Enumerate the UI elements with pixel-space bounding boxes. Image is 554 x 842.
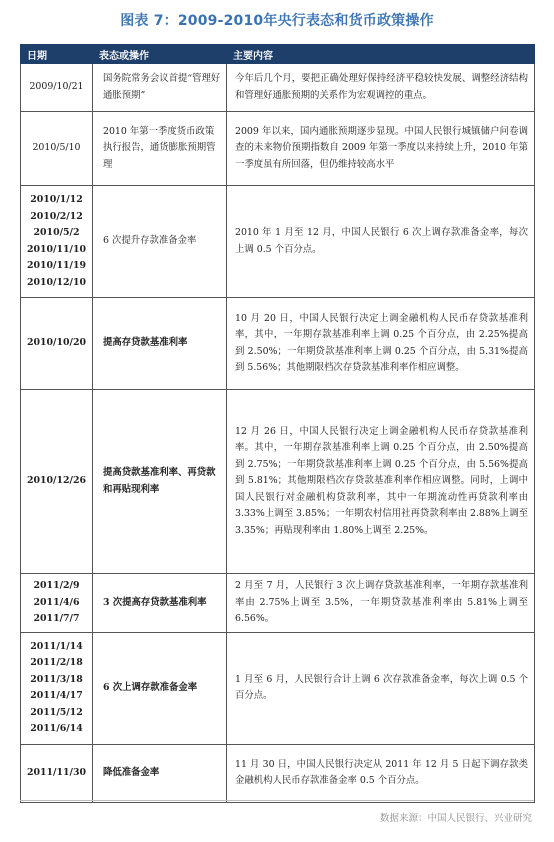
table-row [21,574,535,633]
content-cell: 1 月至 6 月，人民银行合计上调 6 次存款准备金率，每次上调 0.5 个百分点。 [227,632,535,744]
date-cell [21,574,93,633]
date-cell [21,64,93,112]
header-date: 日期 [21,45,93,64]
content-cell: 2010 年 1 月至 12 月，中国人民银行 6 次上调存款准备金率，每次上调 0.5 个百分点。 [227,186,535,298]
table-row [21,298,535,390]
header-action: 表态或操作 [93,45,227,64]
date-line: 2010/12/26 [26,475,87,487]
date-line: 2010/12/10 [26,276,87,288]
action-cell: 提高贷款基准利率、再贷款和再贴现利率 [93,390,227,574]
date-line: 2010/1/12 [30,194,83,205]
date-line: 2010/5/2 [33,227,80,238]
date-line: 2010/11/19 [26,260,87,271]
date-line: 2010/10/20 [26,337,87,349]
action-cell: 6 次提升存款准备金率 [93,186,227,298]
table-row [21,64,535,112]
date-line: 2011/2/18 [30,657,83,668]
date-line: 2010/2/12 [30,210,83,222]
table-row [21,186,535,298]
date-line: 2010/11/10 [26,243,87,255]
content-cell: 12 月 26 日，中国人民银行决定上调金融机构人民币存贷款基准利率。其中，一年期存款基准利率上调 0.25 个百分点，由 2.50%提高到 2.75%；一年期贷款基准利率上调 0.25 个百分点，由 5.56%提高到 5.81%；其他期限档次存贷款基准利率作相应调整。同时，上调中国人民银行对金融机构贷款利率，其中一年期流动性再贷款利率由 3.33%上调至 3.85%；一年期农村信用社再贷款利率由 2.88%上调至 3.35%；再贴现利率由 1.80%上调至 2.25%。 [227,390,535,574]
table-row [21,112,535,186]
date-cell [21,112,93,186]
date-line: 2011/6/14 [30,723,83,734]
action-cell: 国务院常务会议首提“管理好通胀预期” [93,64,227,112]
table-row [21,632,535,744]
date-line: 2011/4/17 [30,690,83,701]
date-line: 2011/7/7 [33,613,80,624]
header-content: 主要内容 [227,45,535,64]
data-source: 数据来源：中国人民银行、兴业研究 [379,813,532,824]
date-cell [21,744,93,802]
table-header-row [21,45,535,64]
policy-table [20,44,535,803]
content-cell: 11 月 30 日，中国人民银行决定从 2011 年 12 月 5 日起下调存款类金融机构人民币存款准备金率 0.5 个百分点。 [227,744,535,802]
content-cell: 10 月 20 日，中国人民银行决定上调金融机构人民币存贷款基准利率，其中，一年期存款基准利率上调 0.25 个百分点，由 2.25%提高到 2.50%；一年期贷款基准利率上调 0.25 个百分点，由 5.31%提高到 5.56%；其他期限档次存贷款基准利率作相应调整。 [227,298,535,390]
date-line: 2011/4/6 [33,596,80,608]
date-line: 2010/5/10 [32,142,81,154]
content-cell: 2009 年以来，国内通胀预期逐步显现。中国人民银行城镇储户问卷调查的未来物价预期指数自 2009 年第一季度以来持续上升，2010 年第一季度虽有所回落，但仍维持较高水平 [227,112,535,186]
date-line: 2011/1/14 [30,640,83,652]
date-line: 2009/10/21 [29,81,84,93]
date-cell [21,186,93,298]
table-row [21,744,535,802]
date-cell [21,298,93,390]
bottom-divider [20,800,534,801]
date-line: 2011/3/18 [30,673,83,685]
action-cell: 6 次上调存款准备金率 [93,632,227,744]
date-cell [21,390,93,574]
action-cell: 提高存贷款基准利率 [93,298,227,390]
date-line: 2011/5/12 [30,706,83,718]
chart-title: 图表 7：2009-2010年央行表态和货币政策操作 [120,13,434,29]
date-line: 2011/11/30 [26,766,87,778]
table-row [21,390,535,574]
action-cell: 2010 年第一季度货币政策执行报告，通货膨胀预期管理 [93,112,227,186]
content-cell: 今年后几个月，要把正确处理好保持经济平稳较快发展、调整经济结构和管理好通胀预期的关系作为宏观调控的重点。 [227,64,535,112]
date-cell [21,632,93,744]
action-cell: 3 次提高存贷款基准利率 [93,574,227,633]
date-line: 2011/2/9 [33,580,80,591]
action-cell: 降低准备金率 [93,744,227,802]
content-cell: 2 月至 7 月，人民银行 3 次上调存贷款基准利率，一年期存款基准利率由 2.75%上调至 3.5%，一年期贷款基准利率由 5.81%上调至 6.56%。 [227,574,535,633]
